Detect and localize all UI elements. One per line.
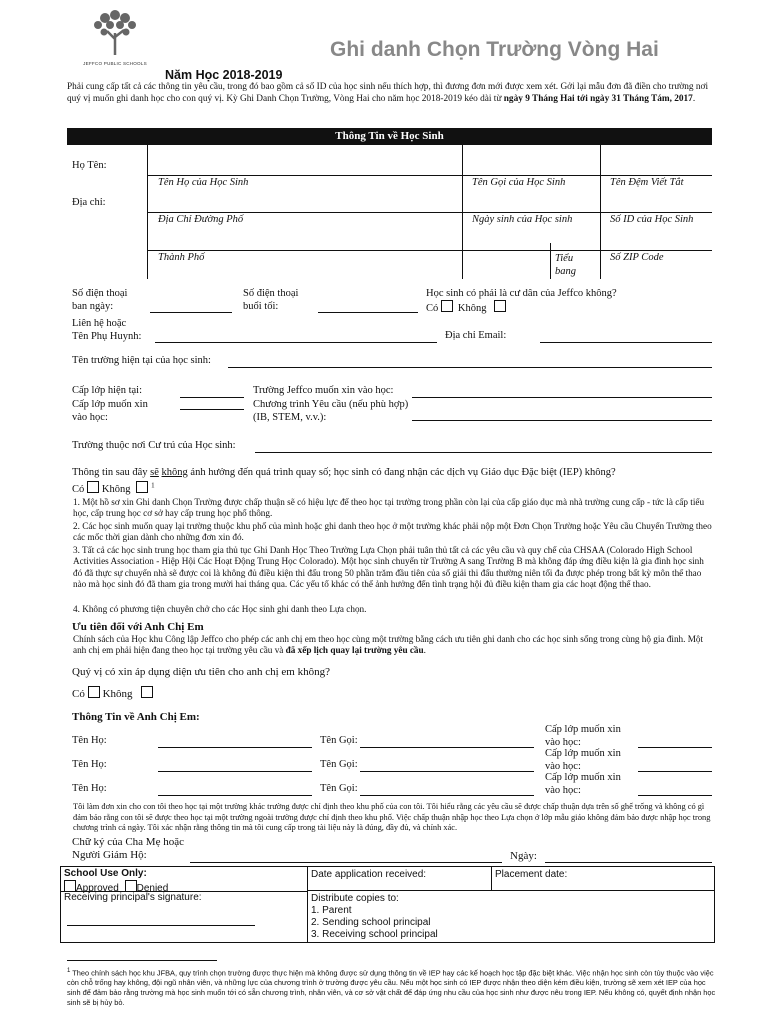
intro-dates: ngày 9 Tháng Hai tới ngày 31 Tháng Tám, 2017: [503, 93, 693, 104]
signature-date-field[interactable]: [545, 862, 712, 863]
sibling-priority-title: Ưu tiên đối với Anh Chị Em: [72, 621, 204, 633]
principal-signature-label: Receiving principal's signature:: [64, 892, 202, 903]
signature-date-label: Ngày:: [510, 850, 537, 862]
residence-school-field[interactable]: [255, 452, 712, 453]
eve-phone-field[interactable]: [318, 312, 418, 313]
iep-no-checkbox[interactable]: [136, 481, 148, 493]
grid-rule: [147, 212, 712, 213]
sibling-grade-field[interactable]: [638, 795, 712, 796]
sibling-first-field[interactable]: [360, 771, 534, 772]
email-field[interactable]: [540, 342, 712, 343]
student-id-caption: Số ID của Học Sinh: [610, 214, 694, 225]
table-divider: [307, 867, 308, 942]
day-phone-label: [72, 287, 127, 313]
grid-divider: [550, 243, 551, 279]
state-caption: [555, 252, 576, 278]
iep-yes-label: Có: [72, 484, 85, 495]
sibling-yes-label: Có: [72, 688, 85, 700]
principal-signature-field[interactable]: [67, 925, 255, 926]
resident-no-checkbox[interactable]: [494, 300, 506, 312]
iep-note-3: 3. Tất cả các học sinh trung học tham gia thủ tục Ghi Danh Học Theo Trường Lựa Chọn phải tuân thủ tất cả các yêu cầu và quy chế của CHSAA (Colorado High School Activities Association - Hiệp Hội Các Hoạt Động Trung Học Colorado). Một học sinh chuyển từ Trường A sang Trường B mà không đáp ứng điều kiện là gia đình học sinh đó đã thực sự chuyển nhà sẽ được coi là không đủ điều kiện thi đấu trong 50 phần trăm đầu tiên của số giải thi đấu thường niên tối đa được phép trong bất kỳ môn thể thao nào mà học sinh đó đã tham gia trong mười hai tháng qua. Các yếu tố khác có thể ảnh hưởng đến tình trạng hội đủ điều kiện tham gia các hoạt động thể thao.: [73, 545, 704, 589]
last-name-caption: Tên Họ của Học Sinh: [158, 177, 249, 188]
resident-question-text: Học sinh có phải là cư dân của Jeffco không?: [426, 288, 617, 299]
contact-field[interactable]: [155, 342, 437, 343]
day-phone-label-2: ban ngày:: [72, 301, 114, 312]
sibling-first-label: Tên Gọi:: [320, 735, 358, 746]
student-info-header: Thông Tin về Học Sinh: [67, 128, 712, 145]
sibling-priority-main: Chính sách của Học khu Công lập Jeffco cho phép các anh chị em theo học cùng một trường bằng cách ưu tiên ghi danh cho các học sinh sống trong cùng hộ gia đình. Một anh chị em phải hiện đang theo học tại trường yêu cầu và: [73, 634, 704, 656]
sibling-last-label: Tên Họ:: [72, 735, 107, 746]
email-label: Địa chỉ Email:: [445, 330, 507, 341]
iep-no-label: Không: [101, 484, 131, 495]
sibling-apply-question: Quý vị có xin áp dụng diện ưu tiên cho anh chị em không?: [72, 666, 330, 678]
program-label-2: (IB, STEM, v.v.):: [253, 412, 327, 423]
sibling-first-field[interactable]: [360, 747, 534, 748]
sibling-apply-options: [72, 686, 153, 700]
placement-date-label: Placement date:: [495, 869, 568, 880]
footnote-text: Theo chính sách học khu JFBA, quy trình chọn trường được thực hiện mà không được sử dụng thông tin về IEP hay các kế hoạch học tập đặc biệt khác. Việc nhận học sinh còn tùy thuộc vào việc còn chỗ trống hay không, đội ngũ nhân viên, và những lực của chương trình ở trường được yêu cầu. Nếu một học sinh có IEP được nhận theo diện kém điều kiện, trường sẽ xem xét IEP của học sinh để đảm bảo rằng trường mà học sinh muốn tới có sẵn chương trình, nhân viên, và cơ sở vật chất để đáp ứng nhu cầu của học sinh như được nêu trong IEP. Nếu không có, quyết định nhận học sinh sẽ bị hủy bỏ.: [67, 968, 716, 1008]
iep-note-2: 2. Các học sinh muốn quay lại trường thuộc khu phố của mình hoặc ghi danh theo học ở một trường khác phải nộp một Đơn Chọn Trường hoặc Yêu cầu Chuyển Trường theo các mốc thời gian dành cho những đơn xin đó.: [73, 521, 712, 543]
zip-caption: Số ZIP Code: [610, 252, 664, 263]
sibling-grade-field[interactable]: [638, 747, 712, 748]
current-school-label: Tên trường hiện tại của học sinh:: [72, 355, 211, 366]
address-label: Địa chỉ:: [72, 197, 106, 208]
sibling-no-label: Không: [102, 688, 133, 700]
state-caption-2: bang: [555, 266, 576, 277]
footnote-mark: 1: [67, 968, 71, 974]
program-label-1: Chương trình Yêu cầu (nếu phù hợp): [253, 399, 409, 410]
signature-label: [72, 836, 184, 862]
table-divider: [491, 867, 492, 891]
sibling-first-label: Tên Gọi:: [320, 783, 358, 794]
eve-phone-label-2: buổi tối:: [243, 301, 279, 312]
distribute-label: Distribute copies to:: [311, 893, 399, 904]
sibling-grade-label-1: Cấp lớp muốn xin: [545, 724, 621, 735]
sibling-grade-label-1: Cấp lớp muốn xin: [545, 772, 621, 783]
iep-question: [72, 467, 616, 478]
intro-text: [67, 82, 717, 105]
iep-note-4: 4. Không có phương tiện chuyên chở cho các Học sinh ghi danh theo Lựa chọn.: [73, 604, 367, 614]
sibling-grade-label: [545, 723, 621, 749]
sibling-priority-end: .: [423, 645, 426, 656]
sibling-info-title: Thông Tin về Anh Chị Em:: [72, 711, 200, 723]
iep-options: [72, 481, 155, 495]
sibling-last-label: Tên Họ:: [72, 783, 107, 794]
sibling-grade-label-2: vào học:: [545, 761, 581, 772]
dob-caption: Ngày sinh của Học sinh: [472, 214, 573, 225]
iep-yes-checkbox[interactable]: [87, 481, 99, 493]
footnote: [67, 966, 717, 1008]
eve-phone-label-1: Số điện thoại: [243, 288, 299, 299]
resident-no-label: Không: [457, 303, 487, 314]
iep-note-1: 1. Một hồ sơ xin Ghi danh Chọn Trường được chấp thuận sẽ có hiệu lực để theo học tại trường trong phần còn lại của cấp giáo dục mà nhà trường cung cấp - tức là cấp tiểu học, cấp trung học cơ sở hay cấp trung học phổ thông.: [73, 497, 705, 519]
logo-text: JEFFCO PUBLIC SCHOOLS: [83, 61, 147, 66]
sibling-priority-bold: đã xếp lịch quay lại trường yêu cầu: [285, 645, 424, 656]
program-field[interactable]: [412, 420, 712, 421]
desired-grade-label-2: vào học:: [72, 412, 108, 423]
contact-label-2: Tên Phụ Huynh:: [72, 331, 142, 342]
sibling-grade-label: [545, 747, 621, 773]
city-caption: Thành Phố: [158, 252, 205, 263]
desired-school-field[interactable]: [412, 397, 712, 398]
desired-grade-field[interactable]: [180, 409, 244, 410]
day-phone-label-1: Số điện thoại: [72, 288, 128, 299]
school-use-table: [60, 866, 715, 943]
residence-school-label: Trường thuộc nơi Cư trú của Học sinh:: [72, 440, 236, 451]
copy-receiving: 3. Receiving school principal: [311, 929, 438, 940]
iep-footnote-mark: 1: [151, 481, 155, 490]
sibling-last-field[interactable]: [158, 795, 312, 796]
sibling-last-field[interactable]: [158, 747, 312, 748]
sibling-last-label: Tên Họ:: [72, 759, 107, 770]
iep-q-se: sẽ: [150, 467, 159, 478]
copy-sending: 2. Sending school principal: [311, 917, 431, 928]
sibling-grade-label-2: vào học:: [545, 737, 581, 748]
desired-grade-label-1: Cấp lớp muốn xin: [72, 399, 148, 410]
eve-phone-label: [243, 287, 298, 313]
iep-q-khong: không: [161, 467, 188, 478]
sibling-first-field[interactable]: [360, 795, 534, 796]
school-year: Năm Học 2018-2019: [165, 68, 283, 82]
contact-label: [72, 317, 141, 343]
sibling-first-label: Tên Gọi:: [320, 759, 358, 770]
signature-label-2: Người Giám Hộ:: [72, 849, 147, 861]
page-title: Ghi danh Chọn Trường Vòng Hai: [330, 38, 659, 61]
sibling-no-checkbox[interactable]: [141, 686, 153, 698]
sibling-grade-label-2: vào học:: [545, 785, 581, 796]
approved-label: Approved: [76, 883, 119, 894]
contact-label-1: Liên hệ hoặc: [72, 318, 127, 329]
resident-question: [426, 287, 617, 315]
intro-end: .: [692, 93, 696, 104]
current-school-field[interactable]: [228, 367, 712, 368]
sibling-grade-label-1: Cấp lớp muốn xin: [545, 748, 621, 759]
first-name-caption: Tên Gọi của Học Sinh: [472, 177, 566, 188]
sibling-grade-field[interactable]: [638, 771, 712, 772]
middle-initial-caption: Tên Đệm Viết Tắt: [610, 177, 684, 188]
street-caption: Địa Chỉ Đường Phố: [158, 214, 244, 225]
state-caption-1: Tiểu: [555, 253, 574, 264]
iep-q-pre: Thông tin sau đây: [72, 467, 151, 478]
tree-logo-icon: [80, 5, 150, 57]
desired-school-label: Trường Jeffco muốn xin vào học:: [253, 385, 394, 396]
date-received-label: Date application received:: [311, 869, 427, 880]
grid-rule: [147, 250, 712, 251]
resident-yes-checkbox[interactable]: [441, 300, 453, 312]
day-phone-field[interactable]: [150, 312, 232, 313]
copy-parent: 1. Parent: [311, 905, 352, 916]
sibling-last-field[interactable]: [158, 771, 312, 772]
logo: [80, 5, 150, 65]
resident-yes-label: Có: [426, 303, 439, 314]
school-use-title: School Use Only:: [64, 868, 147, 879]
grid-rule: [147, 175, 712, 176]
table-rule: [307, 890, 714, 891]
name-label: Họ Tên:: [72, 160, 107, 171]
certification-text: Tôi làm đơn xin cho con tôi theo học tại một trường khác trường được chỉ định theo khu phố của con tôi. Tôi hiểu rằng các yêu cầu sẽ được chấp thuận dựa trên số ghế trống và không có gì đảm bảo rằng con tôi sẽ được theo học tại một trường ngoài trường được chỉ định theo khu phố. Việc chấp thuận nhập học theo Lựa chọn ở lớp mẫu giáo không đảm bảo được nhập học trong chương trình cả ngày. Tôi xác nhận rằng thông tin mà tôi cung cấp trong tài liệu này là đúng, đầy đủ, và chính xác.: [73, 802, 711, 833]
intro-main: Phải cung cấp tất cả các thông tin yêu cầu, trong đó bao gồm cả số ID của học sinh nếu thích hợp, thì đương đơn mới được xem xét. Gởi lại mẫu đơn đã điền cho trường nơi quý vị muốn ghi danh học cho con quý vị. Kỳ Ghi Danh Chọn Trường, Vòng Hai cho năm học 2018-2019 kéo dài từ: [67, 82, 709, 104]
footnote-rule: [67, 960, 217, 961]
sibling-priority-text: [73, 634, 713, 657]
program-label: [253, 398, 408, 424]
denied-label: Denied: [136, 883, 169, 894]
iep-q-post: ảnh hưởng đến quá trình quay số; học sinh có đang nhận các dịch vụ Giáo dục Đặc biệt (IEP) không?: [187, 467, 616, 478]
sibling-yes-checkbox[interactable]: [88, 686, 100, 698]
current-grade-label: Cấp lớp hiện tại:: [72, 385, 142, 396]
signature-label-1: Chữ ký của Cha Mẹ hoặc: [72, 836, 184, 848]
signature-field[interactable]: [190, 862, 502, 863]
distribute-list: [311, 905, 438, 941]
current-grade-field[interactable]: [180, 397, 244, 398]
desired-grade-label: [72, 398, 148, 424]
sibling-grade-label: [545, 771, 621, 797]
